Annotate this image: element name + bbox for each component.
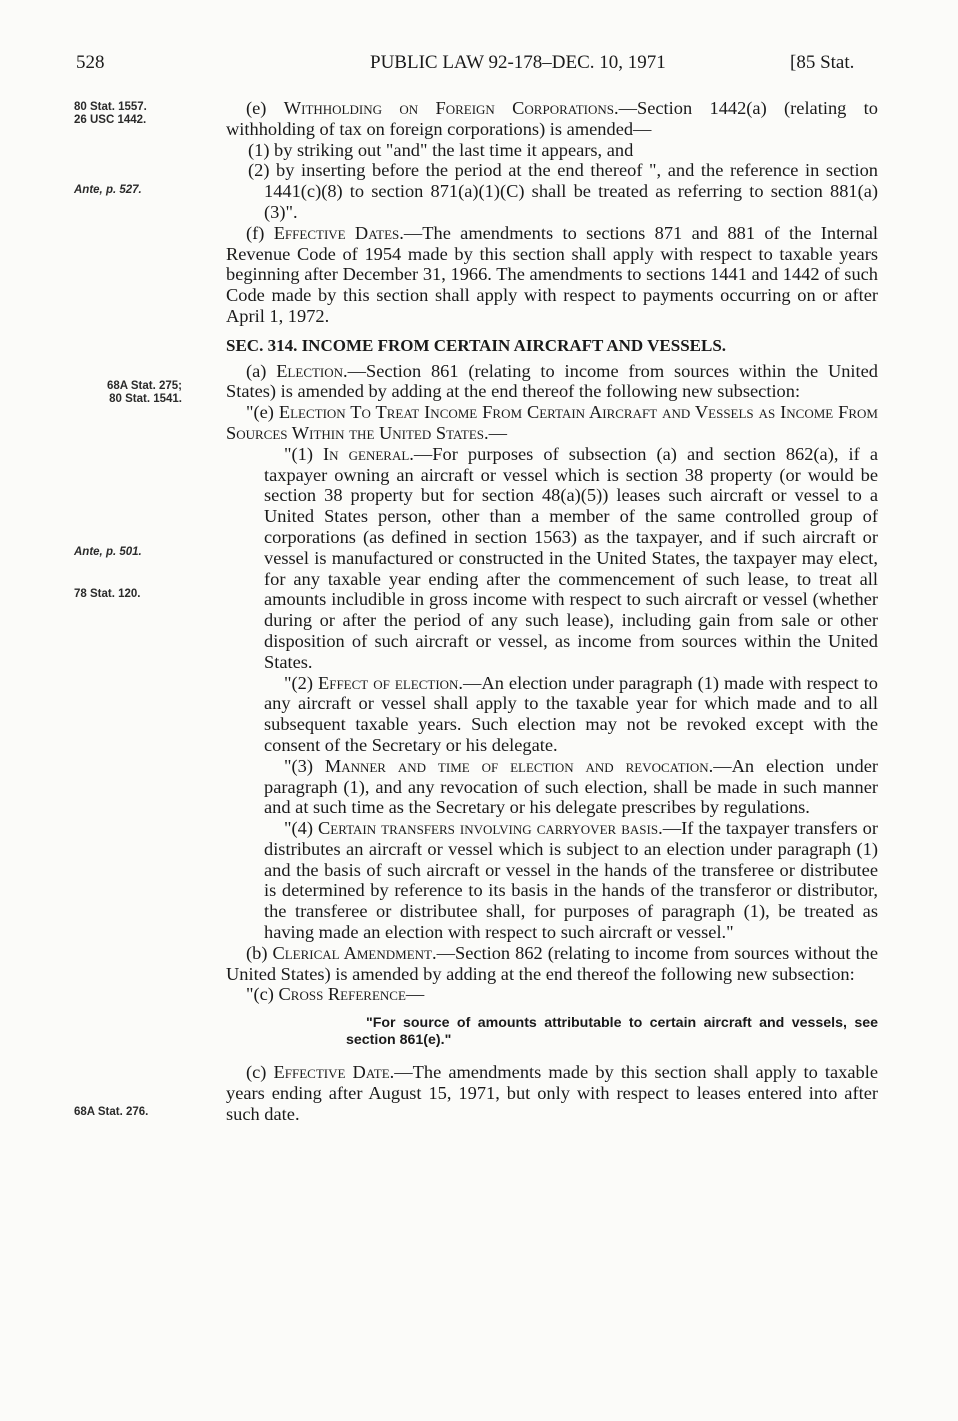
paragraph-4 [226,818,878,943]
margin-note-line: 26 USC 1442. [74,114,147,126]
page-number: 528 [76,52,105,73]
margin-note-line: Ante, p. 527. [74,184,142,196]
paragraph-heading: Manner and time of election and revocation. [324,755,714,776]
subsection-dash: — [405,984,425,1005]
paragraph-text: —For purposes of subsection (a) and section 862(a), if a taxpayer owning an aircraft or vessel which is section 38 property (or would be section 38 property but for section 48(a)(5)) leases such aircraft or vessel to a United States person, other than a member of the same controlled group of corporations (as defined in section 1563) as the taxpayer, and if such aircraft or vessel is manufactured or constructed in the United States, the taxpayer may elect, for any taxable year ending after the commencement of such lease, to treat all amounts includible in gross income with respect to such aircraft or vessel (whether during or after the period of any such lease), including gain from sale or other disposition of such aircraft or vessel, as income from sources within the United States. [264,443,878,672]
subsection-heading: Effective Date. [273,1062,395,1083]
subsection-label: "(c) [246,984,279,1005]
subsection-b [226,943,878,985]
subsection-text: —The amendments made by this section shall apply to taxable years ending after August 15, 1971, but only with respect to leases entered into after such date. [226,1062,878,1124]
subsection-f [226,223,878,327]
subsection-heading: Withholding on Foreign Corporations. [283,98,619,118]
subsection-text: —The amendments to sections 871 and 881 of the Internal Revenue Code of 1954 made by this section shall apply with respect to taxable years beginning after December 31, 1966. The amendments to sections 1441 and 1442 of such Code made by this section shall apply with respect to payments occurring on or after April 1, 1972. [226,222,878,326]
subsection-label: (a) [246,360,277,381]
paragraph-2 [226,673,878,756]
margin-note-line: Ante, p. 501. [74,546,142,558]
subsection-text: —Section 861 (relating to income from sources within the United States) is amended by adding at the end thereof the following new subsection: [226,360,878,402]
subsection-heading: Election. [276,360,348,381]
subsection-heading: Cross Reference [278,984,406,1005]
statute-text [226,98,878,1125]
paragraph-heading: Certain transfers involving carryover basis. [318,818,663,839]
paragraph-heading: In general. [323,443,414,464]
cross-reference-note: "For source of amounts attributable to certain aircraft and vessels, see section 861(e)." [346,1015,878,1049]
paragraph-label: "(1) [284,443,324,464]
running-title: PUBLIC LAW 92-178–DEC. 10, 1971 [370,52,666,73]
subsection-a [226,361,878,403]
subsection-text: —Section 1442(a) (relating to withholding of tax on foreign corporations) is amended— [226,98,878,139]
subsection-label: (c) [246,1062,274,1083]
subsection-label: (f) [246,222,274,243]
paragraph-label: "(4) [284,818,319,839]
quoted-subsection-e [226,402,878,444]
subsection-heading: Clerical Amendment. [272,942,437,963]
subsection-c [226,1062,878,1124]
paragraph-label: "(2) [284,672,318,693]
subsection-e [226,98,878,140]
paragraph-text: —An election under paragraph (1) made with respect to any aircraft or vessel shall apply to the taxable year for which made and to all subsequent taxable years. Such election may not be revoked except with the consent of the Secretary or his delegate. [264,672,878,755]
paragraph-text: —An election under paragraph (1), and any revocation of such election, shall be made in such manner and at such time as the Secretary or his delegate prescribes by regulations. [264,755,878,818]
paragraph-e1: (1) by striking out "and" the last time it appears, and [248,139,634,160]
statute-reference: [85 Stat. [790,52,855,73]
subsection-heading: Effective Dates. [273,222,404,243]
subsection-text: —Section 862 (relating to income from sources without the United States) is amended by adding at the end thereof the following new subsection: [226,942,879,984]
margin-note [74,184,214,197]
margin-note-line: 68A Stat. 276. [74,1106,149,1118]
subsection-dash: — [488,422,508,443]
quoted-subsection-c [226,984,878,1005]
margin-note-line: 68A Stat. 275; [107,380,182,392]
margin-note-line: 78 Stat. 120. [74,588,141,600]
margin-note [74,101,214,127]
paragraph-heading: Effect of election. [317,672,464,693]
paragraph-text: —If the taxpayer transfers or distributes an aircraft or vessel which is subject to an election under paragraph (1) and the basis of such aircraft or vessel in the hands of the transferee or distributee is determined by reference to its basis in the hands of the transferor or distributor, the transferee or distributee shall, for purposes of paragraph (1), be treated as having made an election with respect to such aircraft or vessel." [264,818,878,943]
subsection-heading: Election To Treat Income From Certain Aircraft and Vessels as Income From Sources Within the United States. [226,402,878,443]
paragraph-label: "(3) [284,755,325,776]
subsection-label: (e) [246,98,284,118]
subsection-label: (b) [246,942,273,963]
section-heading: SEC. 314. INCOME FROM CERTAIN AIRCRAFT AND VESSELS. [226,335,727,355]
margin-note [74,588,214,601]
margin-note-line: 80 Stat. 1557. [74,101,147,113]
margin-note [74,546,214,559]
margin-note-line: 80 Stat. 1541. [109,393,182,405]
paragraph-e2: (2) by inserting before the period at the end thereof ", and the reference in section 1441(c)(8) to section 871(a)(1)(C) shall be treated as referring to section 881(a)(3)". [248,160,878,222]
margin-note [74,1106,214,1119]
paragraph-1 [226,444,878,673]
margin-note [74,380,182,406]
paragraph-3 [226,756,878,818]
subsection-label: "(e) [246,402,279,423]
